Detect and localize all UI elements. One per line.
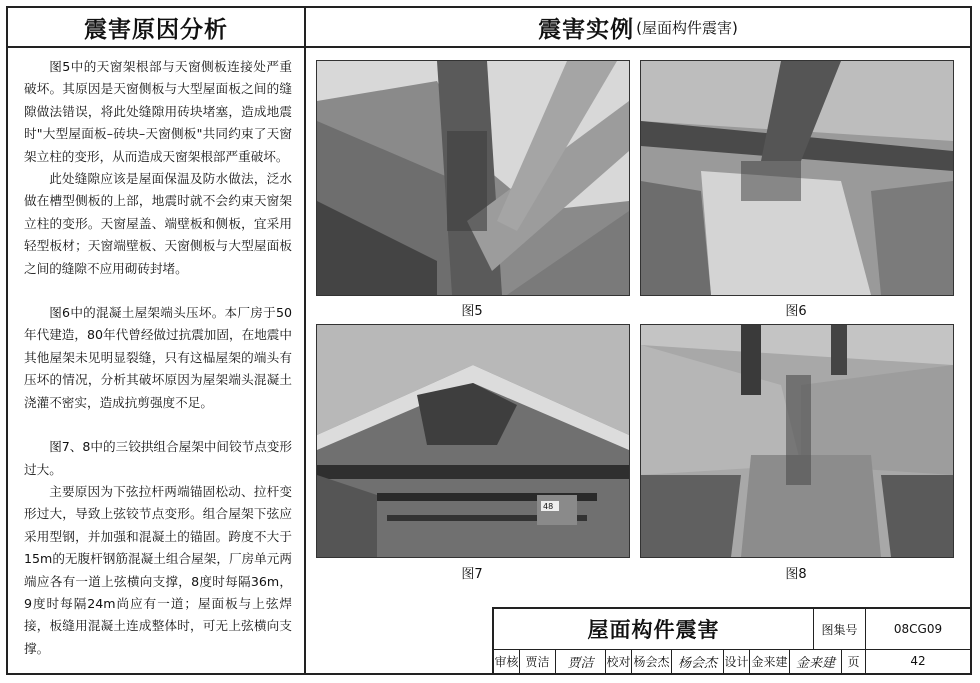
right-header: [306, 8, 970, 48]
left-header: [8, 8, 306, 48]
design-name: 金来建: [750, 649, 790, 673]
check-label: 校对: [606, 649, 632, 673]
photo-fig5: [316, 60, 630, 296]
photo7-sign-text: 48: [543, 502, 554, 511]
photo-fig6: [640, 60, 954, 296]
title-block-row2: [494, 649, 970, 673]
review-signature: 贾洁: [556, 649, 606, 673]
design-signature: 金来建: [790, 649, 842, 673]
paragraph-fig5-cause: 图5中的天窗架根部与天窗侧板连接处严重破坏。其原因是天窗侧板与大型屋面板之间的缝隙做法错误，将此处缝隙用砖块堵塞，造成地震时"大型屋面板–砖块–天窗侧板"共同约束了天窗架立柱的变形，从而造成天窗架根部严重破坏。: [24, 59, 292, 164]
paragraph-fig7-8-cause: 主要原因为下弦拉杆两端锚固松动、拉杆变形过大，导致上弦铰节点变形。组合屋架下弦应采用型钢，并加强和混凝土的锚固。跨度不大于15m的无腹杆钢筋混凝土组合屋架，厂房单元两端应各有一道上弦横向支撑，8度时每隔36m，9度时每隔24m尚应有一道；屋面板与上弦焊接，板缝用混凝土连成整体时，可无上弦横向支撑。: [24, 483, 292, 656]
drawing-sheet: [6, 6, 972, 675]
left-header-title: 震害原因分析: [84, 16, 228, 43]
review-label: 审核: [494, 649, 520, 673]
design-label: 设计: [724, 649, 750, 673]
paragraph-fig6: 图6中的混凝土屋架端头压坏。本厂房于50年代建造，80年代曾经做过抗震加固，在地震中其他屋架未见明显裂缝，只有这榀屋架的端头有压坏的情况，分析其破坏原因为屋架端头混凝土浇灌不密实，造成抗剪强度不足。: [24, 305, 292, 410]
caption-fig7: 图7: [461, 567, 483, 582]
title-block: [492, 607, 970, 673]
atlas-number: 08CG09: [893, 622, 943, 636]
review-name: 贾洁: [520, 649, 556, 673]
page-number: 42: [910, 654, 926, 668]
caption-fig5: 图5: [461, 304, 483, 319]
page-label: 页: [842, 649, 866, 673]
atlas-label: 图集号: [814, 609, 866, 649]
right-header-title: 震害实例: [538, 16, 635, 43]
sheet-title: 屋面构件震害: [494, 609, 814, 649]
caption-fig6: 图6: [785, 304, 807, 319]
paragraph-fig7-8: 图7、8中的三铰拱组合屋架中间铰节点变形过大。: [24, 439, 292, 477]
title-block-row1: [494, 609, 970, 650]
photo-fig8: [640, 324, 954, 558]
check-name: 杨会杰: [632, 649, 672, 673]
check-signature: 杨会杰: [672, 649, 724, 673]
paragraph-fig5-remedy: 此处缝隙应该是屋面保温及防水做法，泛水做在槽型侧板的上部，地震时就不会约束天窗架立柱的变形。天窗屋盖、端壁板和侧板，宜采用轻型板材；天窗端壁板、天窗侧板与大型屋面板之间的缝隙不应用砌砖封堵。: [24, 171, 292, 276]
photo-fig7: [316, 324, 630, 558]
caption-fig8: 图8: [785, 567, 807, 582]
right-header-subtitle: (屋面构件震害): [636, 18, 738, 37]
analysis-text-column: [8, 48, 306, 673]
